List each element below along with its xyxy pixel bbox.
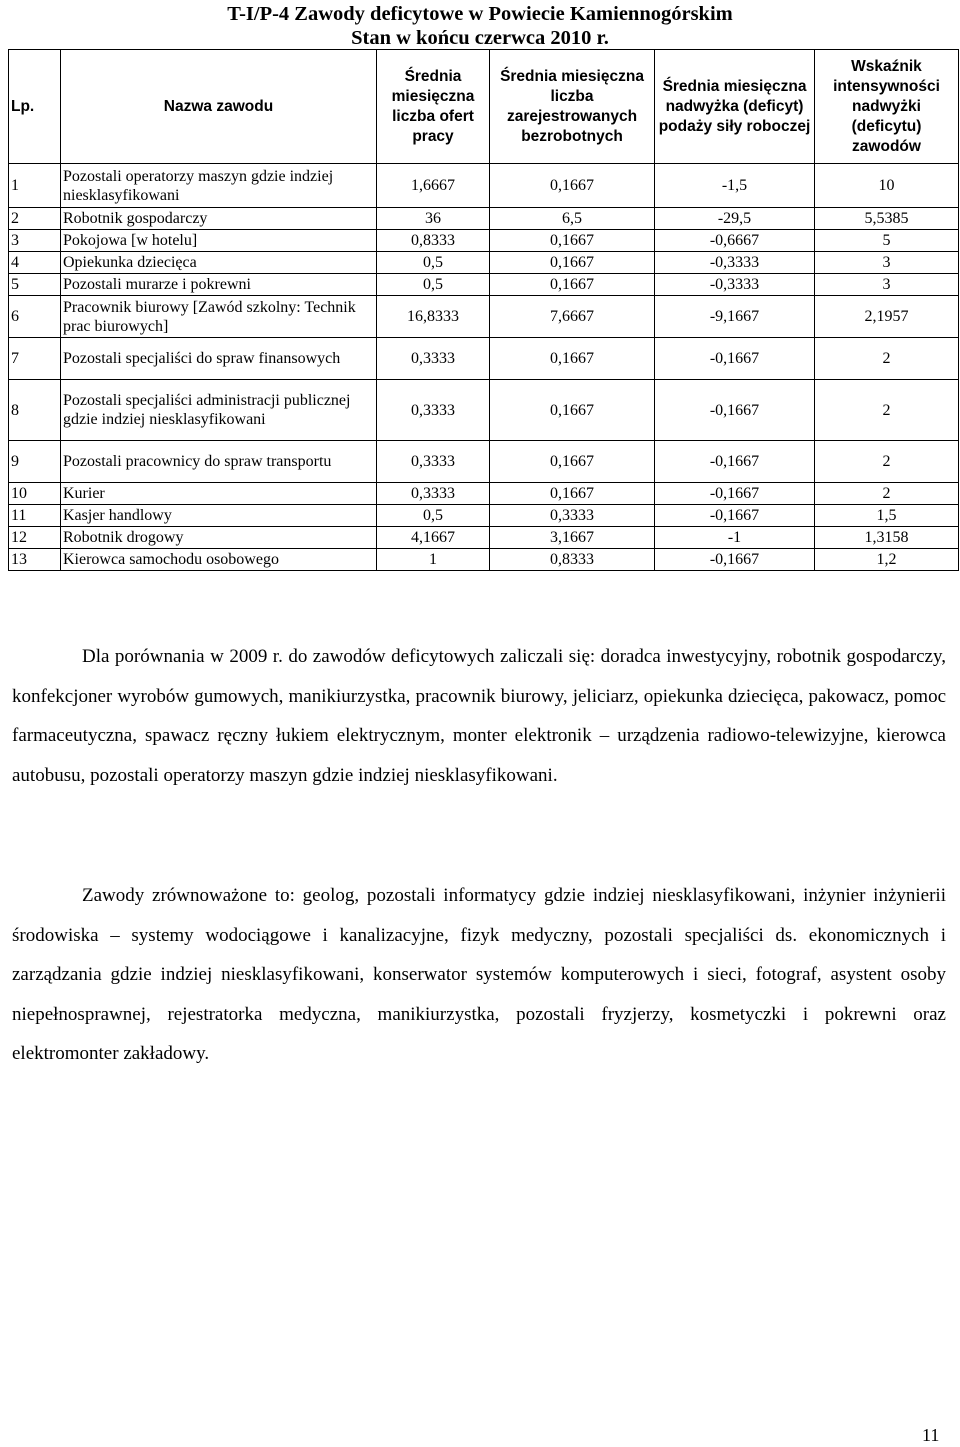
- cell-row-number: 9: [9, 441, 61, 483]
- cell-intensity-index: 5: [815, 230, 959, 252]
- table-body: [9, 164, 959, 571]
- cell-intensity-index: 10: [815, 164, 959, 208]
- cell-registered-unemployed: 0,1667: [490, 441, 655, 483]
- cell-intensity-index: 1,5: [815, 505, 959, 527]
- cell-row-number: 7: [9, 338, 61, 380]
- cell-labour-surplus: -0,3333: [655, 274, 815, 296]
- cell-occupation-name: Robotnik drogowy: [61, 527, 377, 549]
- cell-occupation-name: Kierowca samochodu osobowego: [61, 549, 377, 571]
- header-intensity-index: Wskaźnik intensywności nadwyżki (deficytu) zawodów: [815, 50, 959, 164]
- cell-row-number: 1: [9, 164, 61, 208]
- cell-intensity-index: 1,3158: [815, 527, 959, 549]
- cell-intensity-index: 2: [815, 380, 959, 441]
- document-subtitle: Stan w końcu czerwca 2010 r.: [351, 27, 609, 49]
- header-labour-surplus: Średnia miesięczna nadwyżka (deficyt) podaży siły roboczej: [655, 50, 815, 164]
- cell-row-number: 2: [9, 208, 61, 230]
- table-row: [9, 296, 959, 338]
- cell-intensity-index: 2: [815, 338, 959, 380]
- header-occupation-name: Nazwa zawodu: [61, 50, 377, 164]
- cell-labour-surplus: -0,1667: [655, 380, 815, 441]
- cell-row-number: 10: [9, 483, 61, 505]
- cell-row-number: 4: [9, 252, 61, 274]
- cell-intensity-index: 2: [815, 441, 959, 483]
- cell-intensity-index: 5,5385: [815, 208, 959, 230]
- cell-job-offers: 0,8333: [377, 230, 490, 252]
- cell-intensity-index: 3: [815, 252, 959, 274]
- cell-occupation-name: Pozostali pracownicy do spraw transportu: [61, 441, 377, 483]
- cell-job-offers: 16,8333: [377, 296, 490, 338]
- cell-job-offers: 36: [377, 208, 490, 230]
- cell-labour-surplus: -1: [655, 527, 815, 549]
- header-job-offers: Średnia miesięczna liczba ofert pracy: [377, 50, 490, 164]
- table-row: [9, 208, 959, 230]
- cell-registered-unemployed: 0,3333: [490, 505, 655, 527]
- cell-labour-surplus: -9,1667: [655, 296, 815, 338]
- cell-occupation-name: Pozostali specjaliści administracji publicznej gdzie indziej niesklasyfikowani: [61, 380, 377, 441]
- cell-job-offers: 0,3333: [377, 441, 490, 483]
- cell-occupation-name: Pozostali operatorzy maszyn gdzie indziej niesklasyfikowani: [61, 164, 377, 208]
- cell-occupation-name: Opiekunka dziecięca: [61, 252, 377, 274]
- cell-job-offers: 1,6667: [377, 164, 490, 208]
- cell-registered-unemployed: 0,1667: [490, 380, 655, 441]
- cell-occupation-name: Kasjer handlowy: [61, 505, 377, 527]
- cell-row-number: 6: [9, 296, 61, 338]
- cell-row-number: 5: [9, 274, 61, 296]
- table-row: [9, 380, 959, 441]
- cell-occupation-name: Pozostali murarze i pokrewni: [61, 274, 377, 296]
- cell-registered-unemployed: 0,1667: [490, 252, 655, 274]
- cell-intensity-index: 1,2: [815, 549, 959, 571]
- table-row: [9, 230, 959, 252]
- page-number: 11: [922, 1425, 940, 1445]
- cell-registered-unemployed: 0,1667: [490, 164, 655, 208]
- cell-job-offers: 0,3333: [377, 380, 490, 441]
- table-row: [9, 252, 959, 274]
- table-row: [9, 549, 959, 571]
- cell-labour-surplus: -0,1667: [655, 441, 815, 483]
- table-row: [9, 505, 959, 527]
- cell-labour-surplus: -0,1667: [655, 505, 815, 527]
- cell-labour-surplus: -0,1667: [655, 483, 815, 505]
- table-row: [9, 527, 959, 549]
- cell-registered-unemployed: 6,5: [490, 208, 655, 230]
- cell-job-offers: 4,1667: [377, 527, 490, 549]
- cell-row-number: 8: [9, 380, 61, 441]
- cell-job-offers: 0,5: [377, 252, 490, 274]
- table-row: [9, 338, 959, 380]
- cell-registered-unemployed: 0,1667: [490, 274, 655, 296]
- cell-job-offers: 0,3333: [377, 483, 490, 505]
- cell-registered-unemployed: 3,1667: [490, 527, 655, 549]
- cell-labour-surplus: -0,6667: [655, 230, 815, 252]
- cell-labour-surplus: -0,1667: [655, 549, 815, 571]
- table-row: [9, 164, 959, 208]
- table-header-row: [9, 50, 959, 164]
- cell-intensity-index: 2,1957: [815, 296, 959, 338]
- cell-registered-unemployed: 7,6667: [490, 296, 655, 338]
- cell-row-number: 11: [9, 505, 61, 527]
- header-registered-unemployed: Średnia miesięczna liczba zarejestrowanych bezrobotnych: [490, 50, 655, 164]
- cell-row-number: 13: [9, 549, 61, 571]
- cell-registered-unemployed: 0,1667: [490, 230, 655, 252]
- cell-job-offers: 0,3333: [377, 338, 490, 380]
- cell-registered-unemployed: 0,1667: [490, 338, 655, 380]
- table-row: [9, 483, 959, 505]
- cell-labour-surplus: -0,3333: [655, 252, 815, 274]
- cell-registered-unemployed: 0,1667: [490, 483, 655, 505]
- cell-occupation-name: Robotnik gospodarczy: [61, 208, 377, 230]
- deficit-occupations-table: [8, 49, 959, 571]
- cell-occupation-name: Pokojowa [w hotelu]: [61, 230, 377, 252]
- cell-occupation-name: Kurier: [61, 483, 377, 505]
- cell-job-offers: 0,5: [377, 274, 490, 296]
- cell-job-offers: 1: [377, 549, 490, 571]
- cell-occupation-name: Pozostali specjaliści do spraw finansowych: [61, 338, 377, 380]
- cell-intensity-index: 3: [815, 274, 959, 296]
- cell-job-offers: 0,5: [377, 505, 490, 527]
- cell-occupation-name: Pracownik biurowy [Zawód szkolny: Technik prac biurowych]: [61, 296, 377, 338]
- comparison-2009-paragraph: Dla porównania w 2009 r. do zawodów deficytowych zaliczali się: doradca inwestycyjny, robotnik gospodarczy, konfekcjoner wyrobów gumowych, manikiurzystka, pracownik biurowy, jeliciarz, opiekunka dziecięca, pakowacz, pomoc farmaceutyczna, spawacz ręczny łukiem elektrycznym, monter elektronik – urządzenia radiowo-telewizyjne, kierowca autobusu, pozostali operatorzy maszyn gdzie indziej niesklasyfikowani.: [12, 646, 946, 786]
- table-row: [9, 274, 959, 296]
- cell-row-number: 12: [9, 527, 61, 549]
- header-lp: Lp.: [9, 50, 61, 164]
- cell-row-number: 3: [9, 230, 61, 252]
- balanced-occupations-paragraph: Zawody zrównoważone to: geolog, pozostali informatycy gdzie indziej niesklasyfikowani, inżynier inżynierii środowiska – systemy wodociągowe i kanalizacyjne, fizyk medyczny, pozostali specjaliści ds. ekonomicznych i zarządzania gdzie indziej niesklasyfikowani, konserwator systemów komputerowych i sieci, fotograf, asystent osoby niepełnosprawnej, rejestratorka medyczna, manikiurzystka, pozostali fryzjerzy, kosmetyczki i pokrewni oraz elektromonter zakładowy.: [12, 885, 946, 1064]
- table-row: [9, 441, 959, 483]
- cell-labour-surplus: -0,1667: [655, 338, 815, 380]
- cell-labour-surplus: -29,5: [655, 208, 815, 230]
- cell-labour-surplus: -1,5: [655, 164, 815, 208]
- cell-intensity-index: 2: [815, 483, 959, 505]
- document-title: T-I/P-4 Zawody deficytowe w Powiecie Kamiennogórskim: [227, 3, 733, 25]
- cell-registered-unemployed: 0,8333: [490, 549, 655, 571]
